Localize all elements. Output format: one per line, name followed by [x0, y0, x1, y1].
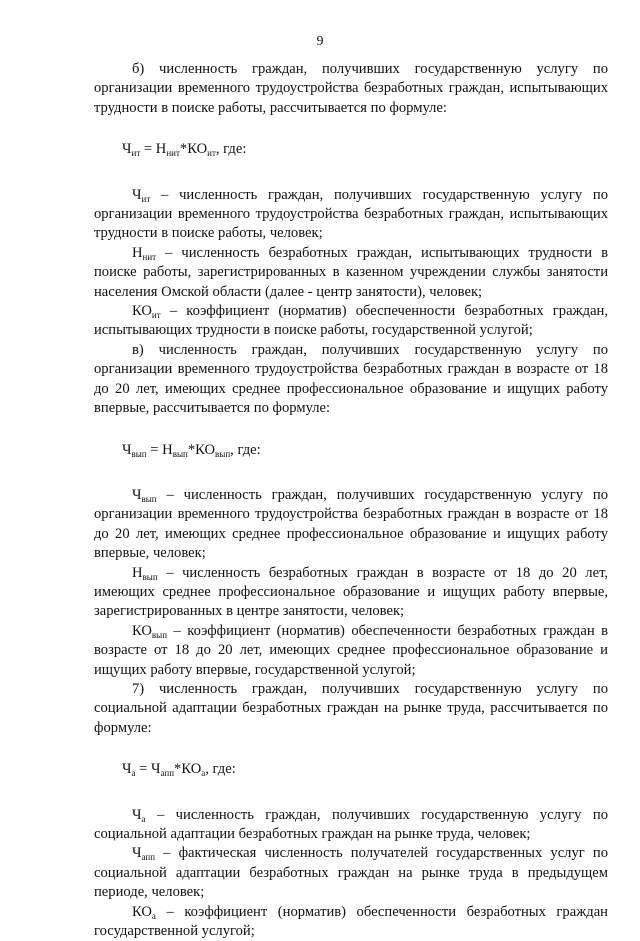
definition-chvyp: $Ч_{вып}$ – численность граждан, получивших государственную услугу по организации временного трудоустройства безработных граждан в возрасте от 18 до 20 лет, имеющих среднее профессиональное образование и ищущих работу впервые, человек;: [94, 486, 608, 562]
formula-chvyp: $Ч_{вып} = Н_{вып}*КО_{вып}$, где:: [122, 441, 261, 459]
definition-cha: $Ч_а$ – численность граждан, получивших государственную услугу по социальной адаптации безработных граждан на рынке труда, человек;: [94, 806, 608, 842]
formula-cha: $Ч_а = Ч_{апп}*КО_а$, где:: [122, 761, 236, 779]
definition-chapp: $Ч_{апп}$ – фактическая численность получателей государственных услуг по социальной адаптации безработных граждан на рынке труда в предыдущем периоде, человек;: [94, 845, 608, 901]
definition-kovyp: $КО_{вып}$ – коэффициент (норматив) обеспеченности безработных граждан в возрасте от 18 до 20 лет, имеющих среднее профессиональное образование и ищущих работу впервые, государственной услугой;: [94, 622, 608, 678]
definition-nnit: $Н_{нит}$ – численность безработных граждан, испытывающих трудности в поиске работы, зарегистрированных в казенном учреждении службы занятости населения Омской области (далее - центр занятости), человек;: [94, 244, 608, 300]
formula-chit: $Ч_{ит} = Н_{нит}*КО_{ит}$, где:: [122, 141, 247, 159]
page-number: 9: [316, 34, 324, 49]
paragraph-v: в) численность граждан, получивших государственную услугу по организации временного трудоустройства безработных граждан в возрасте от 18 до 20 лет, имеющих среднее профессиональное образование и ищущих работу впервые, рассчитывается по формуле:: [94, 341, 608, 417]
paragraph-7: 7) численность граждан, получивших государственную услугу по социальной адаптации безработных граждан на рынке труда, рассчитывается по формуле:: [94, 680, 608, 736]
definition-koit: $КО_{ит}$ – коэффициент (норматив) обеспеченности безработных граждан, испытывающих трудности в поиске работы, государственной услугой;: [94, 303, 608, 339]
definition-koa: $КО_а$ – коэффициент (норматив) обеспеченности безработных граждан государственной услугой;: [94, 903, 608, 940]
definition-nvyp: $Н_{вып}$ – численность безработных граждан в возрасте от 18 до 20 лет, имеющих среднее профессиональное образование и ищущих работу впервые, зарегистрированных в центре занятости, человек;: [94, 564, 608, 620]
paragraph-b: б) численность граждан, получивших государственную услугу по организации временного трудоустройства безработных граждан, испытывающих трудности в поиске работы, рассчитывается по формуле:: [94, 61, 608, 116]
definition-chit: $Ч_{ит}$ – численность граждан, получивших государственную услугу по организации временного трудоустройства безработных граждан, испытывающих трудности в поиске работы, человек;: [94, 186, 608, 242]
document-body: [94, 60, 608, 941]
